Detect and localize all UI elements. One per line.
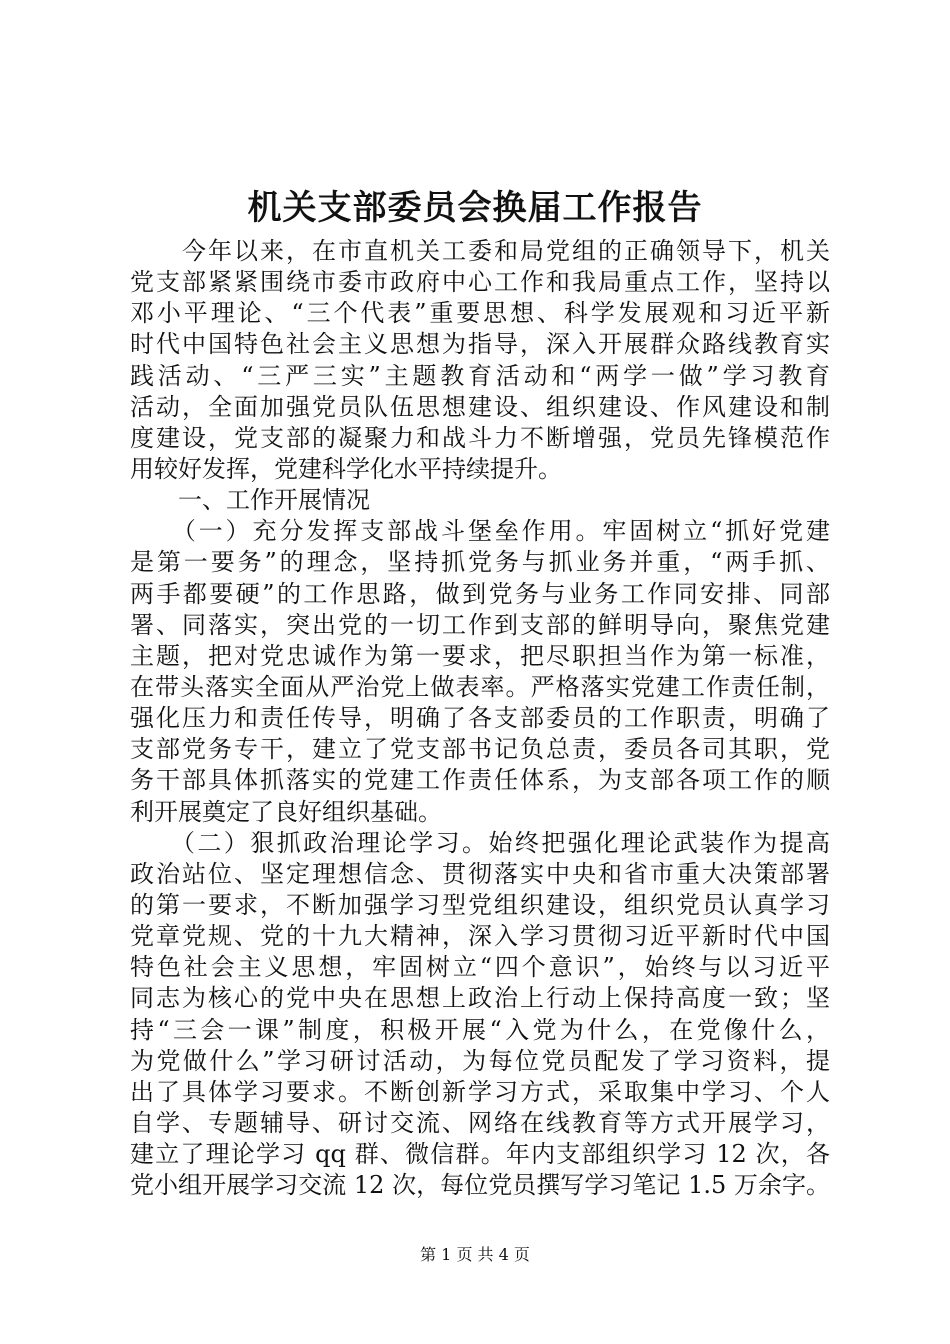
text-line: 一、工作开展情况 (130, 486, 370, 515)
text-line: 自学、专题辅导、研讨交流、网络在线教育等方式开展学习， (130, 1108, 830, 1137)
text-line: 党章党规、党的十九大精神，深入学习贯彻习近平新时代中国 (130, 922, 830, 951)
text-line: 建立了理论学习 qq 群、微信群。年内支部组织学习 12 次，各 (130, 1140, 830, 1169)
text-line: 邓小平理论、“三个代表”重要思想、科学发展观和习近平新 (130, 299, 830, 328)
text-line: 同志为核心的党中央在思想上政治上行动上保持高度一致；坚 (130, 984, 830, 1013)
text-line: 党支部紧紧围绕市委市政府中心工作和我局重点工作，坚持以 (130, 268, 830, 297)
document-title: 机关支部委员会换届工作报告 (247, 188, 703, 228)
text-line: 务干部具体抓落实的党建工作责任体系，为支部各项工作的顺 (130, 766, 830, 795)
document-body (130, 236, 830, 1201)
text-line: 为党做什么”学习研讨活动，为每位党员配发了学习资料，提 (130, 1046, 830, 1075)
text-line: 是第一要务”的理念，坚持抓党务与抓业务并重，“两手抓、 (130, 548, 830, 577)
text-line: （一）充分发挥支部战斗堡垒作用。牢固树立“抓好党建 (130, 517, 830, 546)
page-footer: 第 1 页 共 4 页 (420, 1245, 530, 1264)
text-line: 活动，全面加强党员队伍思想建设、组织建设、作风建设和制 (130, 392, 830, 421)
text-line: 今年以来，在市直机关工委和局党组的正确领导下，机关 (130, 237, 830, 265)
text-line: 利开展奠定了良好组织基础。 (130, 797, 442, 826)
text-line: 支部党务专干，建立了党支部书记负总责，委员各司其职，党 (130, 735, 830, 764)
text-line: 主题，把对党忠诚作为第一要求，把尽职担当作为第一标准， (130, 641, 830, 670)
text-line: 出了具体学习要求。不断创新学习方式，采取集中学习、个人 (130, 1077, 830, 1106)
text-line: 持“三会一课”制度，积极开展“入党为什么，在党像什么， (130, 1015, 830, 1044)
text-line: 在带头落实全面从严治党上做表率。严格落实党建工作责任制， (130, 672, 830, 701)
text-line: 时代中国特色社会主义思想为指导，深入开展群众路线教育实 (130, 330, 830, 359)
text-line: 的第一要求，不断加强学习型党组织建设，组织党员认真学习 (130, 890, 830, 919)
text-line: 特色社会主义思想，牢固树立“四个意识”，始终与以习近平 (130, 953, 830, 982)
text-line: 署、同落实，突出党的一切工作到支部的鲜明导向，聚焦党建 (130, 610, 830, 639)
text-line: 党小组开展学习交流 12 次，每位党员撰写学习笔记 1.5 万余字。 (130, 1171, 830, 1200)
text-line: 度建设，党支部的凝聚力和战斗力不断增强，党员先锋模范作 (130, 423, 830, 452)
text-line: 践活动、“三严三实”主题教育活动和“两学一做”学习教育 (130, 361, 830, 390)
text-line: 用较好发挥，党建科学化水平持续提升。 (130, 454, 562, 483)
text-line: 强化压力和责任传导，明确了各支部委员的工作职责，明确了 (130, 704, 830, 733)
text-line: 政治站位、坚定理想信念、贯彻落实中央和省市重大决策部署 (130, 859, 830, 888)
text-line: （二）狠抓政治理论学习。始终把强化理论武装作为提高 (130, 828, 830, 857)
text-line: 两手都要硬”的工作思路，做到党务与业务工作同安排、同部 (130, 579, 830, 608)
